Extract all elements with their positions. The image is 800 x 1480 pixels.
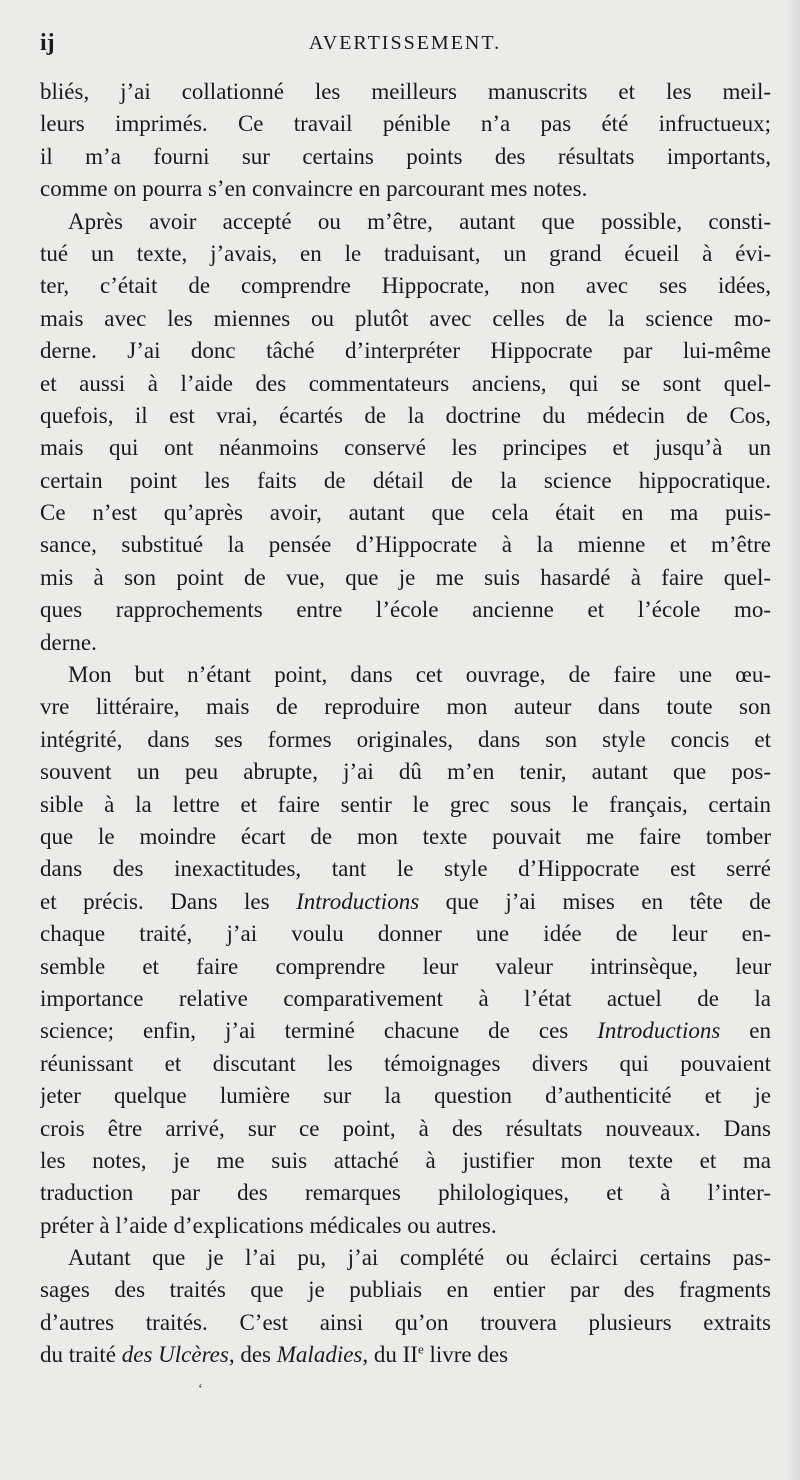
text-line: sages des traités que je publiais en entier par des fragments <box>40 1277 771 1303</box>
text-line: réunissant et discutant les témoignages divers qui pouvaient <box>40 1050 771 1076</box>
text-line: jeter quelque lumière sur la question d’authenticité et je <box>40 1083 771 1109</box>
text-line: il m’a fourni sur certains points des résultats importants, <box>40 143 771 169</box>
text-line: crois être arrivé, sur ce point, à des résultats nouveaux. Dans <box>40 1115 771 1141</box>
page-edge-shadow <box>786 0 800 1480</box>
text-line: sible à la lettre et faire sentir le grec sous le français, certain <box>40 791 771 817</box>
text-line: derne. <box>40 629 97 655</box>
text-line: Ce n’est qu’après avoir, autant que cela était en ma puis- <box>40 500 771 526</box>
text-line: sance, substitué la pensée d’Hippocrate à la mienne et m’être <box>40 532 771 558</box>
text-line: certain point les faits de détail de la science hippocratique. <box>40 467 771 493</box>
text-line: souvent un peu abrupte, j’ai dû m’en tenir, autant que pos- <box>40 759 771 785</box>
text-line: mis à son point de vue, que je me suis hasardé à faire quel- <box>40 564 771 590</box>
body-text <box>40 76 771 1372</box>
text-line: mais qui ont néanmoins conservé les principes et jusqu’à un <box>40 435 771 461</box>
text-line: les notes, je me suis attaché à justifier mon texte et ma <box>40 1147 771 1173</box>
text-line: tué un texte, j’avais, en le traduisant, un grand écueil à évi- <box>40 240 771 266</box>
text-line: vre littéraire, mais de reproduire mon auteur dans toute son <box>40 694 771 720</box>
text-line: science; enfin, j’ai terminé chacune de ces Introductions en <box>40 1018 771 1044</box>
text-line: mais avec les miennes ou plutôt avec celles de la science mo- <box>40 305 771 331</box>
text-line: ter, c’était de comprendre Hippocrate, non avec ses idées, <box>40 273 771 299</box>
italic-title: Introductions <box>597 1018 721 1044</box>
text-line: derne. J’ai donc tâché d’interpréter Hippocrate par lui-même <box>40 338 771 364</box>
running-header <box>40 30 770 60</box>
italic-title: Introductions <box>296 888 420 914</box>
italic-title: Maladies <box>276 1342 363 1368</box>
running-title: AVERTISSEMENT. <box>308 32 502 54</box>
text-line: que le moindre écart de mon texte pouvait me faire tomber <box>40 823 771 849</box>
text-line: importance relative comparativement à l’état actuel de la <box>40 985 771 1011</box>
stray-ink-mark: ʻ <box>198 1382 203 1397</box>
text-line: et précis. Dans les Introductions que j’ai mises en tête de <box>40 888 771 914</box>
italic-title: des Ulcères <box>121 1342 229 1368</box>
text-line: comme on pourra s’en convaincre en parcourant mes notes. <box>40 176 588 202</box>
text-line: chaque traité, j’ai voulu donner une idée de leur en- <box>40 921 771 947</box>
text-line: Mon but n’étant point, dans cet ouvrage, de faire une œu- <box>68 662 771 688</box>
text-line: semble et faire comprendre leur valeur intrinsèque, leur <box>40 953 771 979</box>
text-line: bliés, j’ai collationné les meilleurs manuscrits et les meil- <box>40 79 771 104</box>
text-line: ques rapprochements entre l’école ancienne et l’école mo- <box>40 597 771 623</box>
text-line: d’autres traités. C’est ainsi qu’on trouvera plusieurs extraits <box>40 1309 771 1335</box>
page-number: ij <box>40 30 55 56</box>
text-line: du traité des Ulcères, des Maladies, du IIe livre des <box>40 1341 509 1368</box>
text-line: traduction par des remarques philologiques, et à l’inter- <box>40 1180 771 1206</box>
text-line: leurs imprimés. Ce travail pénible n’a pas été infructueux; <box>40 111 771 137</box>
text-line: et aussi à l’aide des commentateurs anciens, qui se sont quel- <box>40 370 771 396</box>
text-line: préter à l’aide d’explications médicales ou autres. <box>40 1212 497 1238</box>
text-line: dans des inexactitudes, tant le style d’Hippocrate est serré <box>40 856 771 882</box>
superscript: e <box>417 1341 424 1357</box>
text-line: intégrité, dans ses formes originales, dans son style concis et <box>40 726 771 752</box>
text-line: Autant que je l’ai pu, j’ai complété ou éclairci certains pas- <box>68 1245 771 1271</box>
text-line: Après avoir accepté ou m’être, autant que possible, consti- <box>68 208 771 234</box>
text-line: quefois, il est vrai, écartés de la doctrine du médecin de Cos, <box>40 402 771 428</box>
